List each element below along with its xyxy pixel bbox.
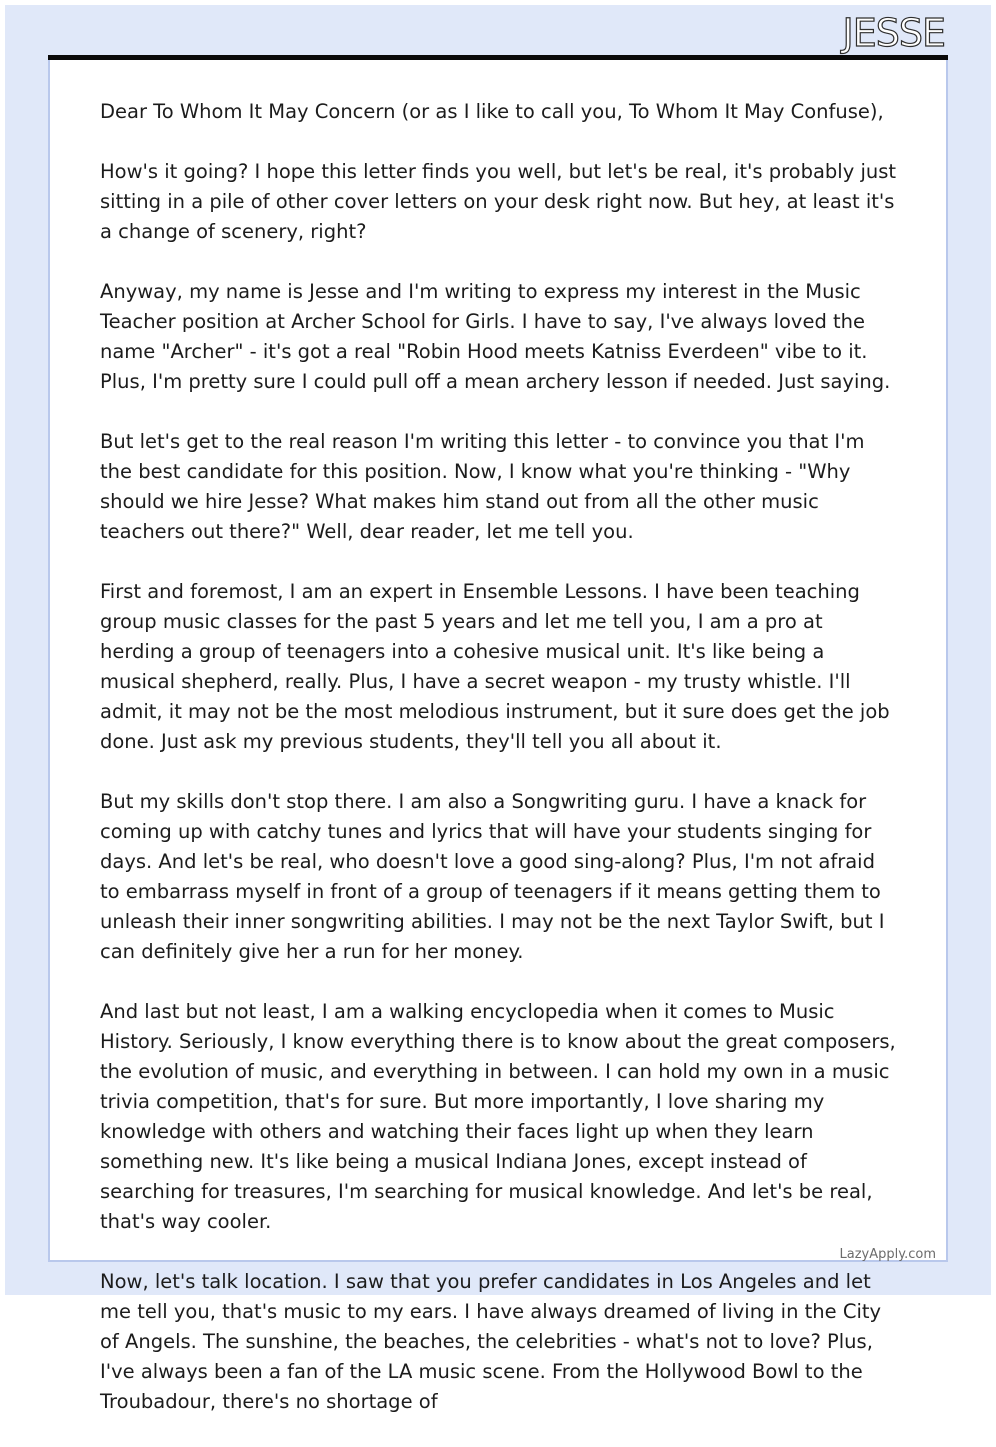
page-frame <box>5 5 991 1413</box>
letter-body <box>100 97 900 1447</box>
paragraph-4: First and foremost, I am an expert in Ensemble Lessons. I have been teaching group music classes for the past 5 years and let me tell you, I am a pro at herding a group of teenagers into a cohesive musical unit. It's like being a musical shepherd, really. Plus, I have a secret weapon - my trusty whistle. I'll admit, it may not be the most melodious instrument, but it sure does get the job done. Just ask my previous students, they'll tell you all about it. <box>100 580 890 753</box>
paragraph-2: Anyway, my name is Jesse and I'm writing to express my interest in the Music Teacher position at Archer School for Girls. I have to say, I've always loved the name "Archer" - it's got a real "Robin Hood meets Katniss Everdeen" vibe to it. Plus, I'm pretty sure I could pull off a mean archery lesson if needed. Just saying. <box>100 280 891 393</box>
paragraph-7: Now, let's talk location. I saw that you prefer candidates in Los Angeles and let me tell you, that's music to my ears. I have always dreamed of living in the City of Angels. The sunshine, the beaches, the celebrities - what's not to love? Plus, I've always been a fan of the LA music scene. From the Hollywood Bowl to the Troubadour, there's no shortage of <box>100 1270 882 1413</box>
salutation: Dear To Whom It May Concern (or as I like to call you, To Whom It May Confuse), <box>100 100 884 123</box>
paragraph-6: And last but not least, I am a walking encyclopedia when it comes to Music History. Seriously, I know everything there is to know about the great composers, the evolution of music, and everything in between. I can hold my own in a music trivia competition, that's for sure. But more importantly, I love sharing my knowledge with others and watching their faces light up when they learn something new. It's like being a musical Indiana Jones, except instead of searching for treasures, I'm searching for musical knowledge. And let's be real, that's way cooler. <box>100 1000 896 1233</box>
paragraph-1: How's it going? I hope this letter finds you well, but let's be real, it's probably just sitting in a pile of other cover letters on your desk right now. But hey, at least it's a change of scenery, right? <box>100 160 897 243</box>
watermark: LazyApply.com <box>839 1247 936 1262</box>
paragraph-3: But let's get to the real reason I'm writing this letter - to convince you that I'm the best candidate for this position. Now, I know what you're thinking - "Why should we hire Jesse? What makes him stand out from all the other music teachers out there?" Well, dear reader, let me tell you. <box>100 430 865 543</box>
paragraph-5: But my skills don't stop there. I am also a Songwriting guru. I have a knack for coming up with catchy tunes and lyrics that will have your students singing for days. And let's be real, who doesn't love a good sing-along? Plus, I'm not afraid to embarrass myself in front of a group of teenagers if it means getting them to unleash their inner songwriting abilities. I may not be the next Taylor Swift, but I can definitely give her a run for her money. <box>100 790 885 963</box>
applicant-name: JESSE <box>842 11 945 55</box>
